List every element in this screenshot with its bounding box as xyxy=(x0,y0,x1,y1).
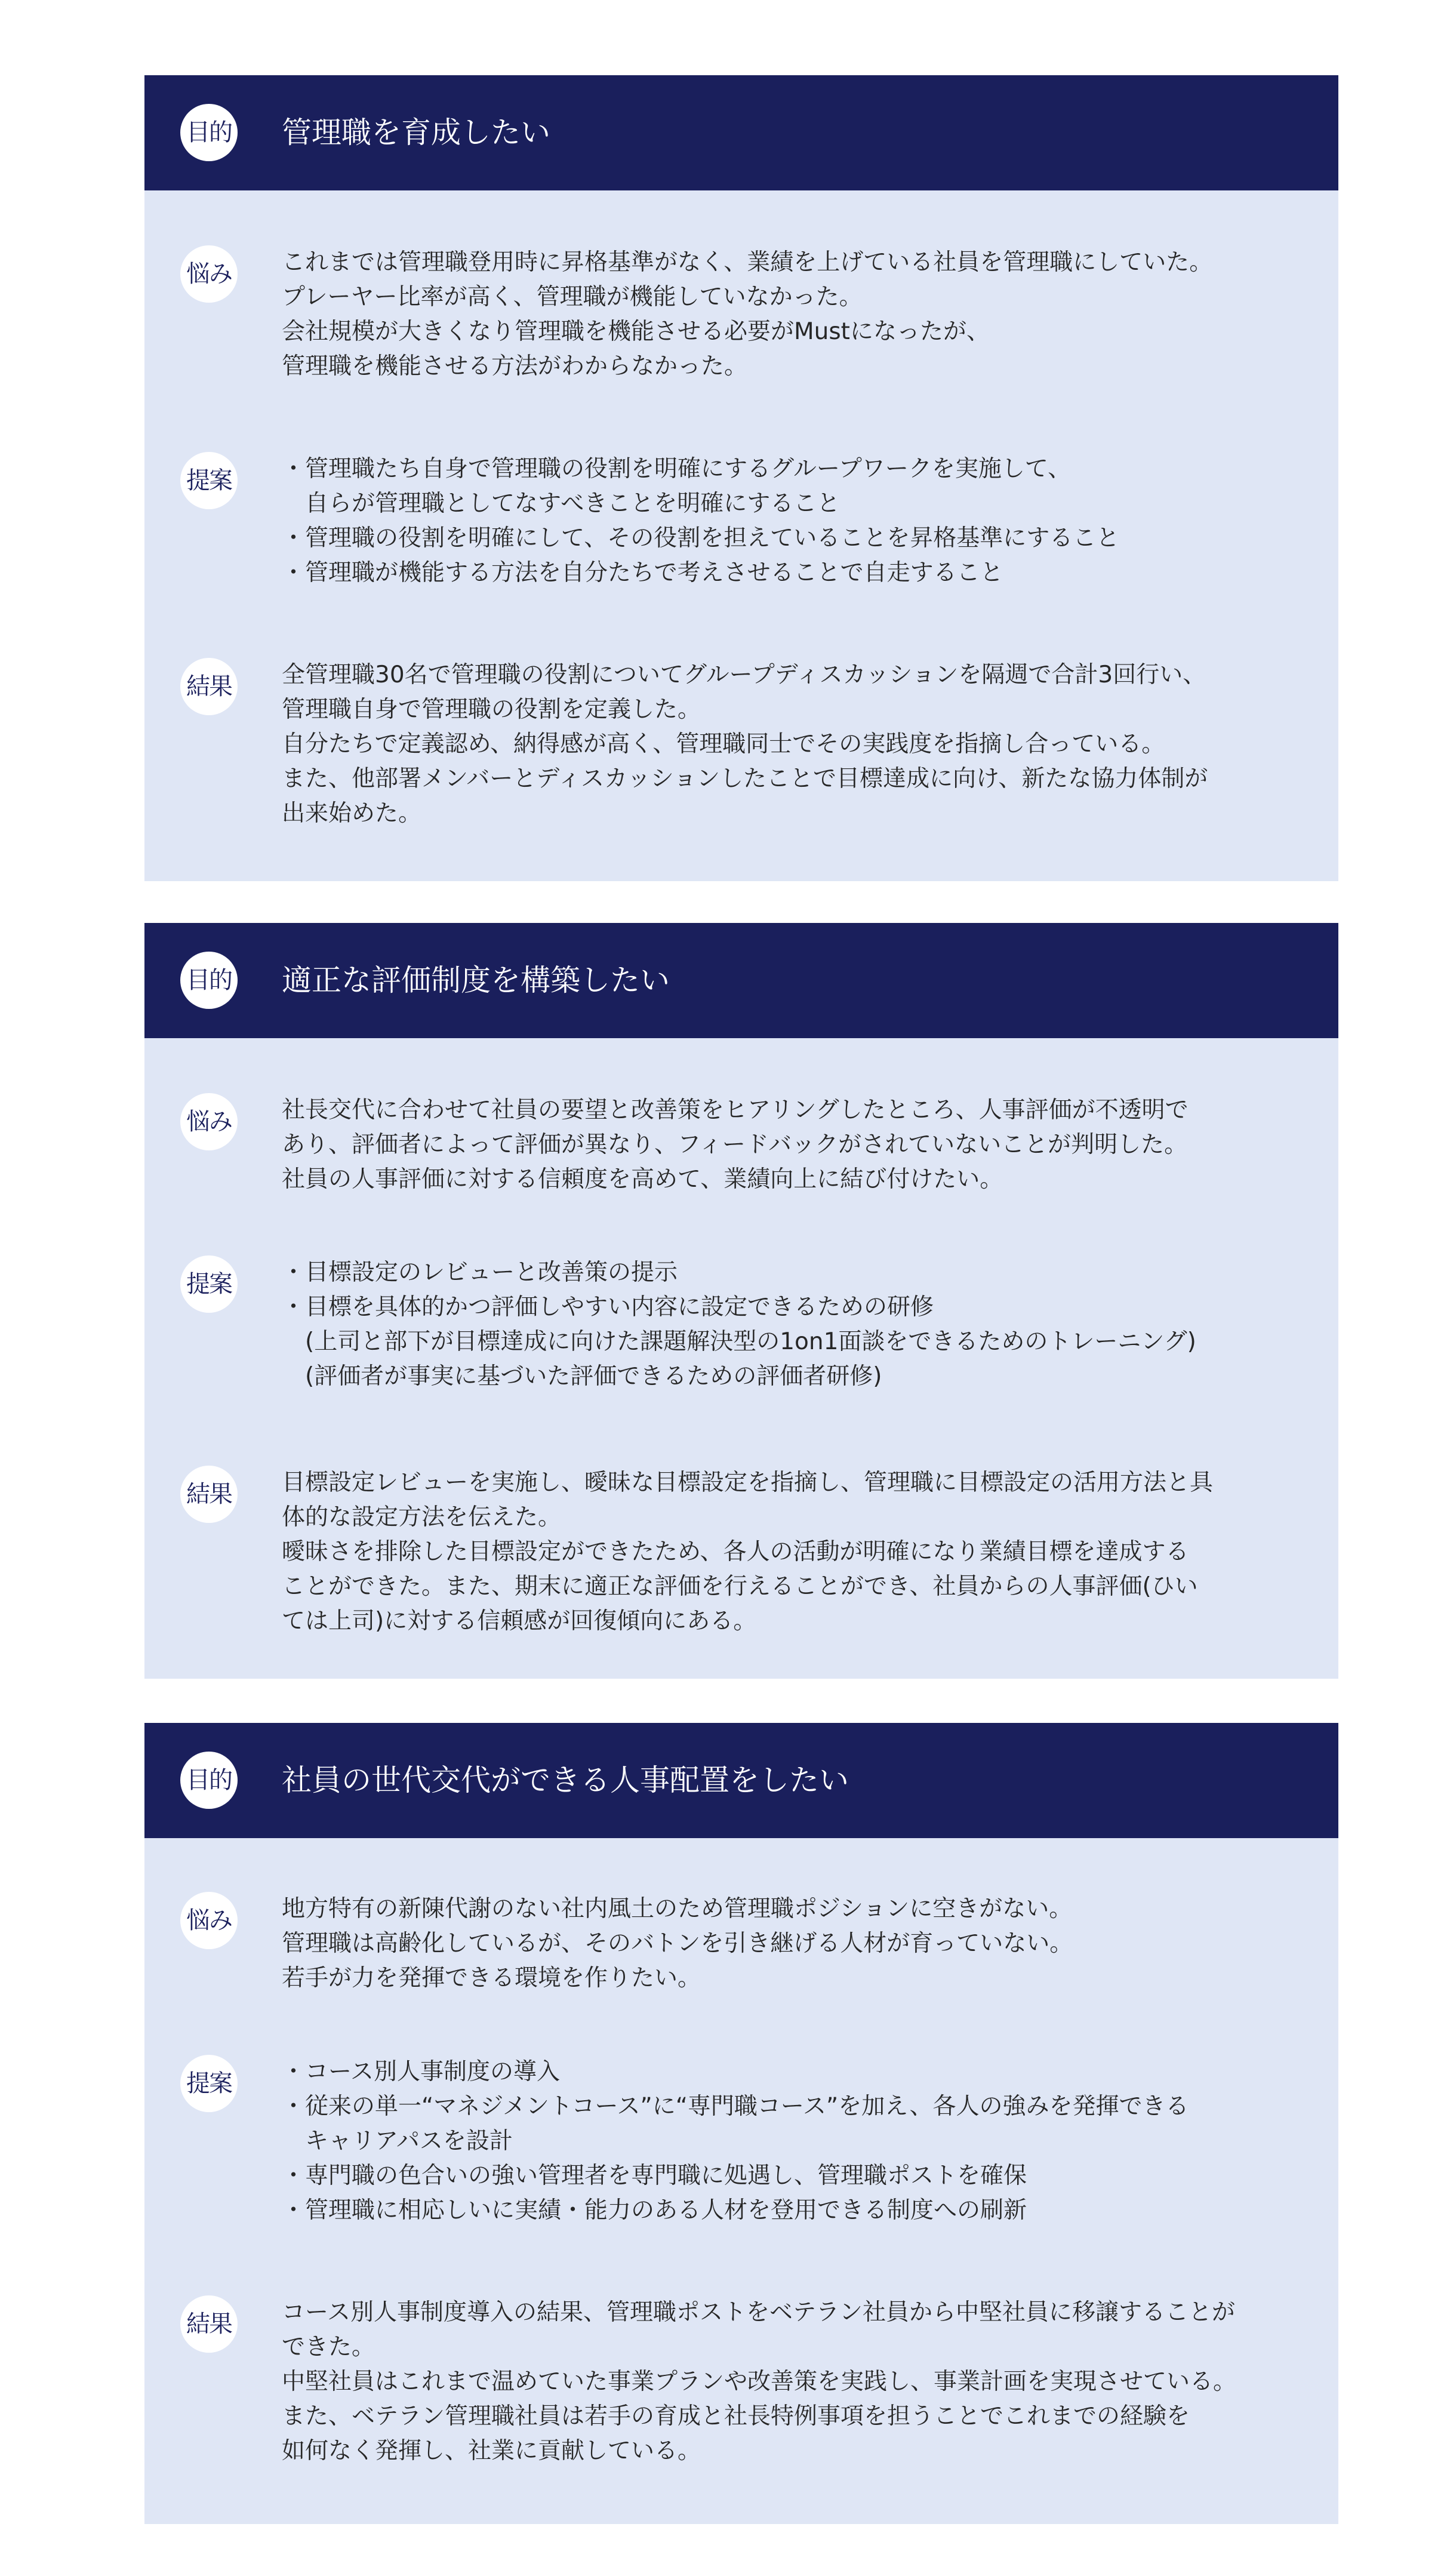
result-badge: 結果 xyxy=(180,1466,238,1523)
text-line: 管理職は高齢化しているが、そのバトンを引き継げる人材が育っていない。 xyxy=(282,1930,1073,1957)
text-line: (評価者が事実に基づいた評価できるための評価者研修) xyxy=(282,1363,882,1390)
text-line: ては上司)に対する信頼感が回復傾向にある。 xyxy=(282,1608,757,1635)
result-text xyxy=(282,2295,1320,2469)
worry-text xyxy=(282,245,1320,384)
text-line: 管理職自身で管理職の役割を定義した。 xyxy=(282,696,701,723)
case-title: 適正な評価制度を構築したい xyxy=(282,963,670,998)
proposal-badge: 提案 xyxy=(180,2055,238,2112)
text-line: プレーヤー比率が高く、管理職が機能していなかった。 xyxy=(282,284,863,310)
text-line: ・管理職が機能する方法を自分たちで考えさせることで自走すること xyxy=(282,559,1003,586)
worry-text xyxy=(282,1892,1320,1996)
text-line: キャリアパスを設計 xyxy=(282,2128,513,2155)
worry-badge: 悩み xyxy=(180,1892,238,1949)
result-text xyxy=(282,658,1320,831)
result-text xyxy=(282,1466,1320,1639)
text-line: ・管理職の役割を明確にして、その役割を担えていることを昇格基準にすること xyxy=(282,525,1120,552)
text-line: 若手が力を発揮できる環境を作りたい。 xyxy=(282,1965,701,1992)
text-line: 曖昧さを排除した目標設定ができたため、各人の活動が明確になり業績目標を達成する xyxy=(282,1538,1189,1565)
proposal-text xyxy=(282,2055,1320,2228)
text-line: 社長交代に合わせて社員の要望と改善策をヒアリングしたところ、人事評価が不透明で xyxy=(282,1097,1189,1124)
purpose-badge: 目的 xyxy=(180,104,238,161)
case-header xyxy=(144,1723,1338,1838)
purpose-badge: 目的 xyxy=(180,952,238,1009)
text-line: (上司と部下が目標達成に向けた課題解決型の1on1面談をできるためのトレーニング) xyxy=(282,1328,1196,1355)
text-line: ・コース別人事制度の導入 xyxy=(282,2058,561,2085)
text-line: ・管理職たち自身で管理職の役割を明確にするグループワークを実施して、 xyxy=(282,456,1072,482)
text-line: 地方特有の新陳代謝のない社内風土のため管理職ポジションに空きがない。 xyxy=(282,1895,1073,1922)
text-line: 出来始めた。 xyxy=(282,800,422,827)
case-card-2 xyxy=(144,923,1338,1679)
text-line: 如何なく発揮し、社業に貢献している。 xyxy=(282,2437,701,2464)
purpose-badge: 目的 xyxy=(180,1752,238,1809)
text-line: ・管理職に相応しいに実績・能力のある人材を登用できる制度への刷新 xyxy=(282,2197,1027,2224)
text-line: 自らが管理職としてなすべきことを明確にすること xyxy=(282,490,841,517)
text-line: 管理職を機能させる方法がわからなかった。 xyxy=(282,353,748,380)
text-line: できた。 xyxy=(282,2334,375,2360)
result-badge: 結果 xyxy=(180,658,238,715)
result-badge: 結果 xyxy=(180,2295,238,2353)
case-card-3 xyxy=(144,1723,1338,2524)
text-line: 社員の人事評価に対する信頼度を高めて、業績向上に結び付けたい。 xyxy=(282,1166,1003,1193)
proposal-badge: 提案 xyxy=(180,452,238,509)
text-line: 中堅社員はこれまで温めていた事業プランや改善策を実践し、事業計画を実現させている。 xyxy=(282,2368,1237,2395)
text-line: あり、評価者によって評価が異なり、フィードバックがされていないことが判明した。 xyxy=(282,1131,1188,1158)
text-line: また、ベテラン管理職社員は若手の育成と社長特例事項を担うことでこれまでの経験を xyxy=(282,2403,1190,2430)
case-title: 管理職を育成したい xyxy=(282,115,550,150)
worry-badge: 悩み xyxy=(180,1093,238,1150)
proposal-text xyxy=(282,452,1320,590)
text-line: 自分たちで定義認め、納得感が高く、管理職同士でその実践度を指摘し合っている。 xyxy=(282,731,1165,758)
text-line: コース別人事制度導入の結果、管理職ポストをベテラン社員から中堅社員に移譲することが xyxy=(282,2299,1236,2326)
text-line: 体的な設定方法を伝えた。 xyxy=(282,1504,562,1531)
text-line: また、他部署メンバーとディスカッションしたことで目標達成に向け、新たな協力体制が xyxy=(282,765,1208,792)
text-line: ことができた。また、期末に適正な評価を行えることができ、社員からの人事評価(ひい xyxy=(282,1573,1198,1600)
case-header xyxy=(144,923,1338,1038)
text-line: 会社規模が大きくなり管理職を機能させる必要がMustになったが、 xyxy=(282,318,990,345)
text-line: ・目標を具体的かつ評価しやすい内容に設定できるための研修 xyxy=(282,1294,934,1321)
text-line: ・従来の単一“マネジメントコース”に“専門職コース”を加え、各人の強みを発揮できる xyxy=(282,2093,1189,2120)
worry-badge: 悩み xyxy=(180,245,238,303)
worry-text xyxy=(282,1093,1320,1197)
proposal-text xyxy=(282,1255,1320,1394)
case-title: 社員の世代交代ができる人事配置をしたい xyxy=(282,1763,849,1798)
case-card-1 xyxy=(144,75,1338,881)
proposal-badge: 提案 xyxy=(180,1255,238,1313)
text-line: 目標設定レビューを実施し、曖昧な目標設定を指摘し、管理職に目標設定の活用方法と具 xyxy=(282,1469,1214,1496)
case-header xyxy=(144,75,1338,190)
text-line: これまでは管理職登用時に昇格基準がなく、業績を上げている社員を管理職にしていた。 xyxy=(282,249,1213,276)
text-line: ・目標設定のレビューと改善策の提示 xyxy=(282,1259,678,1286)
text-line: 全管理職30名で管理職の役割についてグループディスカッションを隔週で合計3回行い、 xyxy=(282,661,1206,688)
text-line: ・専門職の色合いの強い管理者を専門職に処遇し、管理職ポストを確保 xyxy=(282,2162,1027,2189)
